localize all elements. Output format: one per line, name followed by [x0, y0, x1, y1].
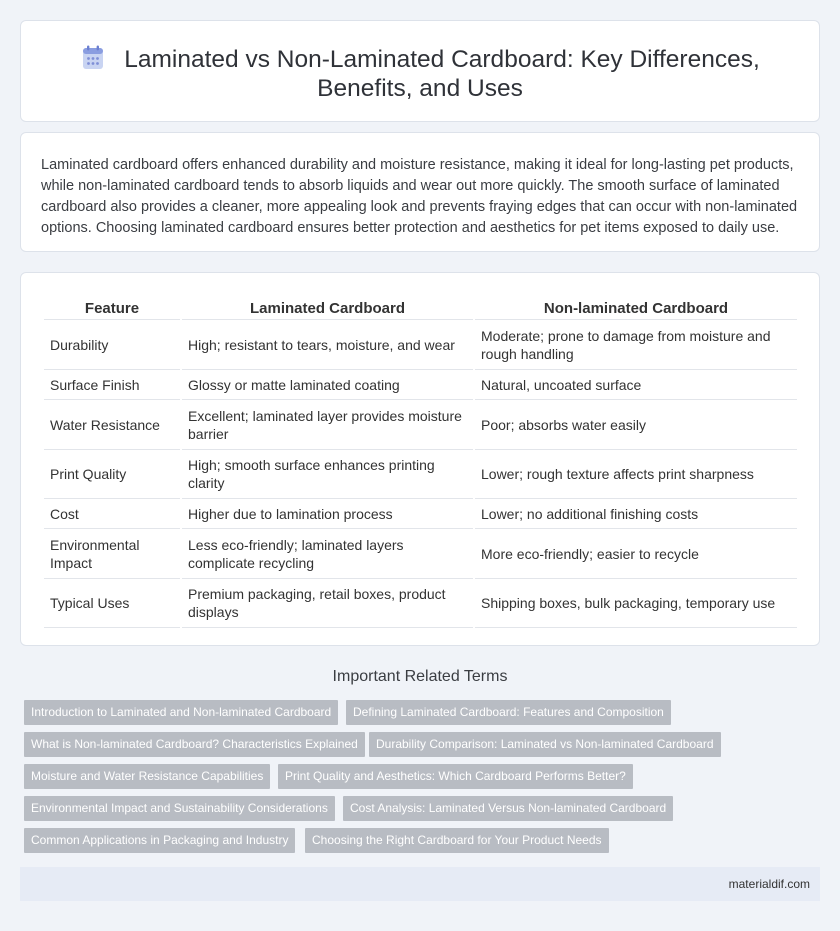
- laminated-cell: Less eco-friendly; laminated layers complicate recycling: [182, 529, 473, 579]
- non-laminated-cell: Lower; no additional finishing costs: [475, 499, 797, 529]
- non-laminated-cell: Poor; absorbs water easily: [475, 400, 797, 450]
- related-term-link[interactable]: Introduction to Laminated and Non-laminated Cardboard: [24, 700, 338, 725]
- feature-cell: Cost: [44, 499, 180, 529]
- related-terms-heading: Important Related Terms: [332, 668, 508, 685]
- table-row: [44, 320, 797, 370]
- non-laminated-cell: Shipping boxes, bulk packaging, temporary use: [475, 579, 797, 628]
- page-title: [21, 45, 819, 103]
- related-term-link[interactable]: Common Applications in Packaging and Industry: [24, 828, 295, 853]
- related-term-link[interactable]: Print Quality and Aesthetics: Which Cardboard Performs Better?: [278, 764, 633, 789]
- table-row: [44, 450, 797, 499]
- title-card: [20, 20, 820, 122]
- table-row: [44, 370, 797, 400]
- comparison-table: [42, 295, 799, 628]
- related-term-link[interactable]: Cost Analysis: Laminated Versus Non-laminated Cardboard: [343, 796, 673, 821]
- feature-cell: Water Resistance: [44, 400, 180, 450]
- related-term-link[interactable]: Choosing the Right Cardboard for Your Product Needs: [305, 828, 609, 853]
- feature-cell: Durability: [44, 320, 180, 370]
- table-row: [44, 400, 797, 450]
- laminated-cell: High; smooth surface enhances printing clarity: [182, 450, 473, 499]
- non-laminated-cell: Moderate; prone to damage from moisture and rough handling: [475, 320, 797, 370]
- laminated-cell: Glossy or matte laminated coating: [182, 370, 473, 400]
- non-laminated-cell: Lower; rough texture affects print sharpness: [475, 450, 797, 499]
- related-term-link[interactable]: Environmental Impact and Sustainability Considerations: [24, 796, 335, 821]
- feature-cell: Print Quality: [44, 450, 180, 499]
- feature-cell: Typical Uses: [44, 579, 180, 628]
- header-laminated: Laminated Cardboard: [182, 295, 473, 320]
- summary-text: Laminated cardboard offers enhanced durability and moisture resistance, making it ideal for long-lasting pet products, while non-laminated cardboard tends to absorb liquids and wear out more quickly. The smooth surface of laminated cardboard also provides a cleaner, more appealing look and prevents fraying edges that can occur with non-laminated options. Choosing laminated cardboard ensures better protection and aesthetics for pet items exposed to daily use.: [41, 157, 798, 236]
- laminated-cell: Premium packaging, retail boxes, product displays: [182, 579, 473, 628]
- comparison-table-card: [20, 272, 820, 646]
- related-term-link[interactable]: What is Non-laminated Cardboard? Characteristics Explained: [24, 732, 365, 757]
- laminated-cell: Excellent; laminated layer provides moisture barrier: [182, 400, 473, 450]
- feature-cell: Surface Finish: [44, 370, 180, 400]
- laminated-cell: Higher due to lamination process: [182, 499, 473, 529]
- footer: [20, 867, 820, 901]
- title-line-1: Laminated vs Non-Laminated Cardboard: Key Differences,: [124, 46, 760, 73]
- related-term-link[interactable]: Moisture and Water Resistance Capabilities: [24, 764, 270, 789]
- feature-cell: Environmental Impact: [44, 529, 180, 579]
- related-term-link[interactable]: Durability Comparison: Laminated vs Non-laminated Cardboard: [369, 732, 721, 757]
- table-row: [44, 529, 797, 579]
- header-feature: Feature: [44, 295, 180, 320]
- non-laminated-cell: Natural, uncoated surface: [475, 370, 797, 400]
- summary-card: [20, 132, 820, 252]
- table-header-row: [44, 295, 797, 320]
- table-row: [44, 499, 797, 529]
- non-laminated-cell: More eco-friendly; easier to recycle: [475, 529, 797, 579]
- related-term-link[interactable]: Defining Laminated Cardboard: Features and Composition: [346, 700, 671, 725]
- document-icon: [80, 45, 106, 71]
- footer-site-link[interactable]: materialdif.com: [728, 877, 810, 891]
- header-non-laminated: Non-laminated Cardboard: [475, 295, 797, 320]
- title-line-2: Benefits, and Uses: [317, 75, 523, 102]
- laminated-cell: High; resistant to tears, moisture, and wear: [182, 320, 473, 370]
- table-row: [44, 579, 797, 628]
